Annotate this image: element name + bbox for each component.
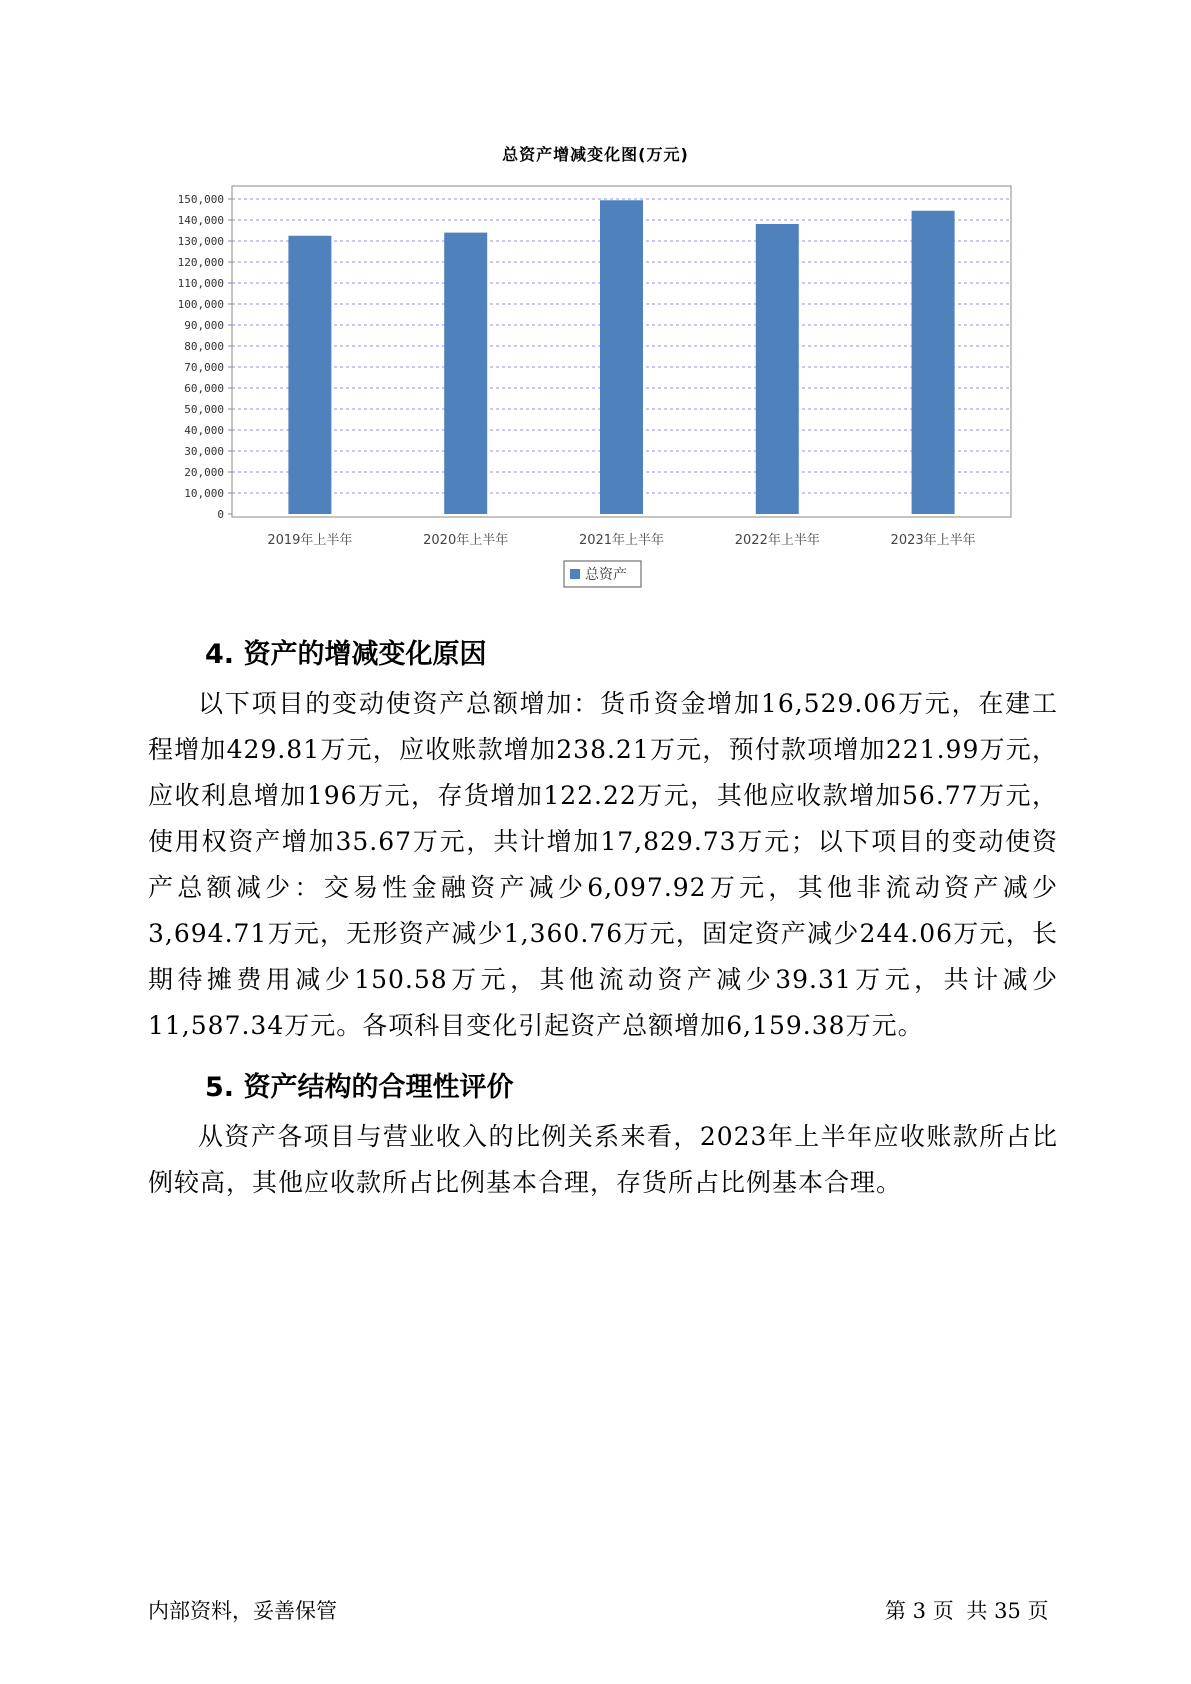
paragraph-asset-structure-evaluation: 从资产各项目与营业收入的比例关系来看，2023年上半年应收账款所占比例较高，其他应收款所占比例基本合理，存货所占比例基本合理。 [148,1122,1058,1197]
x-axis-ticks [267,532,975,548]
y-tick-label: 60,000 [184,382,224,395]
y-tick-label: 150,000 [177,193,224,206]
footer-total-pages: 共 35 页 [966,1599,1049,1623]
x-tick-label: 2022年上半年 [734,533,820,548]
legend-label: 总资产 [585,567,627,583]
paragraph-asset-change-reasons: 以下项目的变动使资产总额增加：货币资金增加16,529.06万元，在建工程增加429.81万元，应收账款增加238.21万元，预付款项增加221.99万元，应收利息增加196万元，存货增加122.22万元，其他应收款增加56.77万元，使用权资产增加35.67万元，共计增加17,829.73万元；以下项目的变动使资产总额减少：交易性金融资产减少6,097.92万元，其他非流动资产减少3,694.71万元，无形资产减少1,360.76万元，固定资产减少244.06万元，长期待摊费用减少150.58万元，其他流动资产减少39.31万元，共计减少11,587.34万元。各项科目变化引起资产总额增加6,159.38万元。 [148,689,1058,1040]
y-axis-ticks [178,193,232,521]
y-tick-label: 50,000 [184,403,224,416]
y-tick-label: 140,000 [177,214,224,227]
y-tick-label: 110,000 [177,277,224,290]
x-tick-label: 2021年上半年 [578,533,665,548]
bar-1 [288,236,331,514]
bar-3 [600,200,643,514]
chart-title: 总资产增减变化图(万元) [502,145,689,164]
y-tick-label: 10,000 [184,487,224,500]
footer-confidential-note: 内部资料，妥善保管 [148,1599,337,1623]
footer-page-number [885,1595,1054,1625]
y-tick-label: 80,000 [184,340,224,353]
y-tick-label: 120,000 [177,256,224,269]
bar-5 [912,211,955,514]
section-heading-asset-change-reasons: 4. 资产的增减变化原因 [205,639,487,670]
y-tick-label: 30,000 [184,445,224,458]
y-tick-label: 90,000 [184,319,224,332]
legend [564,561,641,587]
y-tick-label: 20,000 [184,466,224,479]
legend-swatch [570,569,580,579]
y-tick-label: 0 [217,508,224,521]
y-tick-label: 130,000 [177,235,224,248]
y-tick-label: 100,000 [177,298,224,311]
bar-2 [444,233,487,514]
x-tick-label: 2023年上半年 [890,533,976,548]
x-tick-label: 2019年上半年 [267,533,353,548]
section-heading-asset-structure-evaluation: 5. 资产结构的合理性评价 [205,1072,514,1103]
footer-current-page: 第 3 页 [885,1599,954,1623]
bar-4 [756,224,799,514]
x-tick-label: 2020年上半年 [423,533,509,548]
total-assets-bar-chart [0,0,1191,600]
y-tick-label: 40,000 [184,424,224,437]
y-tick-label: 70,000 [184,361,224,374]
